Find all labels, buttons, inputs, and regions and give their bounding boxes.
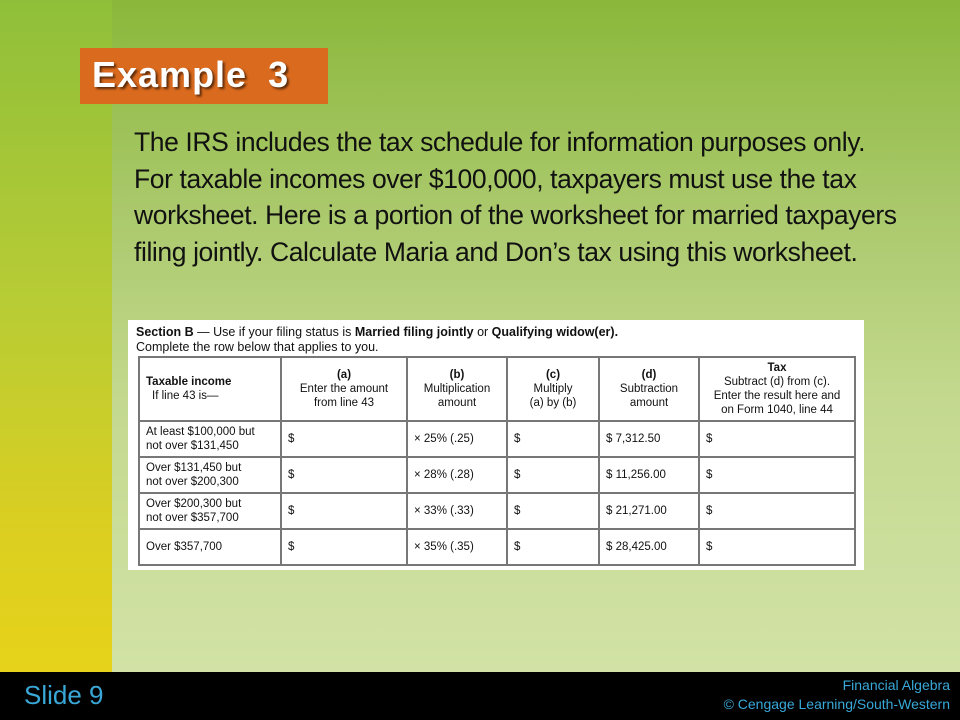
table-row (139, 493, 855, 529)
income-range-cell: At least $100,000 but not over $131,450 (139, 421, 281, 457)
amount-cell: $ (281, 457, 407, 493)
tax-cell: $ (699, 529, 855, 565)
footer-credit (724, 676, 950, 714)
product-cell: $ (507, 529, 599, 565)
header-col-a: (a) Enter the amount from line 43 (281, 357, 407, 421)
income-range-cell: Over $131,450 but not over $200,300 (139, 457, 281, 493)
tax-worksheet-image (128, 320, 864, 570)
title-box (80, 48, 328, 104)
multiplier-cell: × 28% (.28) (407, 457, 507, 493)
amount-cell: $ (281, 529, 407, 565)
or-word: or (473, 325, 492, 339)
table-header-row (139, 357, 855, 421)
body-paragraph: The IRS includes the tax schedule for information purposes only. For taxable incomes over $100,000, taxpayers must use the tax worksheet. Here is a portion of the worksheet for married taxpayers filing jointly. Calculate Maria and Don’s tax using this worksheet. (134, 127, 897, 267)
subtraction-cell: $ 21,271.00 (599, 493, 699, 529)
multiplier-cell: × 35% (.35) (407, 529, 507, 565)
worksheet-table (138, 356, 856, 566)
header-col-c: (c) Multiply (a) by (b) (507, 357, 599, 421)
income-range-cell: Over $357,700 (139, 529, 281, 565)
slide-title: Example 3 (92, 54, 290, 95)
header-col-b: (b) Multiplication amount (407, 357, 507, 421)
status-widow: Qualifying widow(er). (491, 325, 619, 339)
income-range-cell: Over $200,300 but not over $357,700 (139, 493, 281, 529)
publisher-credit: © Cengage Learning/South-Western (723, 696, 950, 712)
section-instruction: Complete the row below that applies to you. (136, 340, 379, 354)
tax-cell: $ (699, 493, 855, 529)
table-row (139, 457, 855, 493)
section-intro: — Use if your filing status is (193, 325, 355, 339)
amount-cell: $ (281, 421, 407, 457)
product-cell: $ (507, 457, 599, 493)
header-col-d: (d) Subtraction amount (599, 357, 699, 421)
section-label: Section B (136, 325, 194, 339)
table-row (139, 421, 855, 457)
subtraction-cell: $ 28,425.00 (599, 529, 699, 565)
subtraction-cell: $ 7,312.50 (599, 421, 699, 457)
table-row (139, 529, 855, 565)
tax-cell: $ (699, 421, 855, 457)
product-cell: $ (507, 493, 599, 529)
tax-cell: $ (699, 457, 855, 493)
header-col-tax: Tax Subtract (d) from (c). Enter the result here and on Form 1040, line 44 (699, 357, 855, 421)
product-cell: $ (507, 421, 599, 457)
multiplier-cell: × 33% (.33) (407, 493, 507, 529)
amount-cell: $ (281, 493, 407, 529)
header-taxable-income: Taxable income If line 43 is— (139, 357, 281, 421)
worksheet-heading (136, 325, 856, 355)
multiplier-cell: × 25% (.25) (407, 421, 507, 457)
book-title: Financial Algebra (842, 677, 950, 693)
subtraction-cell: $ 11,256.00 (599, 457, 699, 493)
slide-number: Slide 9 (24, 680, 104, 710)
status-married: Married filing jointly (354, 325, 474, 339)
